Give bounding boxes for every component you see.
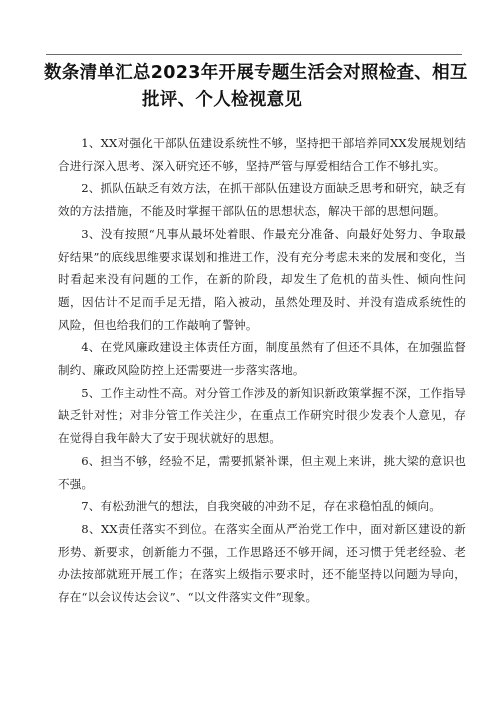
paragraph-7: 7、有松劲泄气的想法，自我突破的冲劲不足，存在求稳怕乱的倾向。 [81, 499, 442, 514]
header-rule [46, 54, 462, 55]
paragraph-1: 1、XX对强化干部队伍建设系统性不够，坚持把干部培养同XX发展规划结合进行深入思考、深入研究还不够，坚持严管与厚爱相结合工作不够扎实。 [58, 136, 466, 173]
paragraph-8: 8、XX责任落实不到位。在落实全面从严治党工作中，面对新区建设的新形势、新要求，创新能力不强，工作思路还不够开阔，还习惯于凭老经验、老办法按部就班开展工作；在落实上级指示要求时，还不能坚持以问题为导向，存在“以会议传达会议”、“以文件落实文件”现象。 [58, 521, 466, 605]
document-body [58, 132, 466, 609]
title-line-2: 批评、个人检视意见 [142, 90, 303, 110]
paragraph-5: 5、工作主动性不高。对分管工作涉及的新知识新政策掌握不深，工作指导缺乏针对性；对非分管工作关注少，在重点工作研究时很少发表个人意见，存在觉得自我年龄大了安于现状就好的思想。 [58, 385, 466, 446]
document-title [44, 60, 468, 114]
paragraph-6: 6、担当不够，经验不足，需要抓紧补课，但主观上来讲，挑大梁的意识也不强。 [58, 453, 466, 491]
paragraph-2: 2、抓队伍缺乏有效方法，在抓干部队伍建设方面缺乏思考和研究，缺乏有效的方法措施，不能及时掌握干部队伍的思想状态，解决干部的思想问题。 [58, 181, 466, 219]
paragraph-3: 3、没有按照“凡事从最坏处着眼、作最充分准备、向最好处努力、争取最好结果”的底线思维要求谋划和推进工作，没有充分考虑未来的发展和变化，当时看起来没有问题的工作，在新的阶段，却发生了危机的苗头性、倾向性问题，因估计不足而手足无措，陷入被动，虽然处理及时、并没有造成系统性的风险，但也给我们的工作敲响了警钟。 [58, 226, 466, 332]
title-line-1: 数条清单汇总2023年开展专题生活会对照检查、相互 [44, 63, 468, 83]
paragraph-4: 4、在党风廉政建设主体责任方面，制度虽然有了但还不具体，在加强监督制约、廉政风险防控上还需要进一步落实落地。 [58, 340, 466, 378]
